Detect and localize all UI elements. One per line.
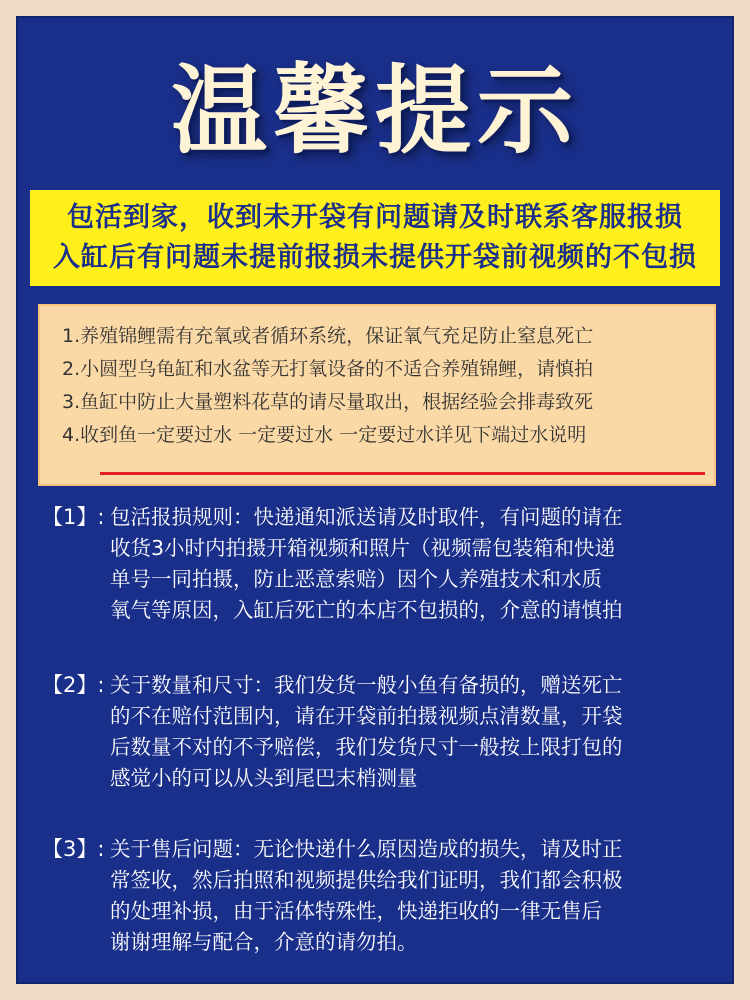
highlight-banner — [30, 190, 720, 286]
section-1-body — [110, 502, 722, 626]
banner-line-1: 包活到家，收到未开袋有问题请及时联系客服报损 — [67, 202, 683, 233]
tip-item-2: 2.小圆型乌龟缸和水盆等无打氧设备的不适合养殖锦鲤，请慎拍 — [62, 358, 594, 380]
section-2-body — [110, 670, 722, 794]
banner-line-2: 入缸后有问题未提前报损未提供开袋前视频的不包损 — [53, 242, 697, 273]
section-3-line: 关于售后问题：无论快递什么原因造成的损失，请及时正 — [110, 837, 623, 861]
section-1-line: 氧气等原因，入缸后死亡的本店不包损的，介意的请慎拍 — [110, 598, 623, 622]
page-title: 温馨提示 — [171, 55, 579, 167]
section-2 — [42, 670, 722, 794]
section-1-line: 收货3小时内拍摄开箱视频和照片（视频需包装箱和快递 — [110, 536, 616, 560]
section-2-line: 关于数量和尺寸：我们发货一般小鱼有备损的，赠送死亡 — [110, 673, 623, 697]
section-1-line: 包活报损规则：快递通知派送请及时取件，有问题的请在 — [110, 505, 623, 529]
section-3-tag: 【3】: — [42, 837, 105, 861]
section-1-tag: 【1】: — [42, 505, 105, 529]
section-3-line: 的处理补损，由于活体特殊性，快递拒收的一律无售后 — [110, 899, 602, 923]
section-2-tag: 【2】: — [42, 673, 105, 697]
section-3-line: 常签收，然后拍照和视频提供给我们证明，我们都会积极 — [110, 868, 623, 892]
tip-item-3: 3.鱼缸中防止大量塑料花草的请尽量取出，根据经验会排毒致死 — [62, 391, 594, 413]
section-2-line: 感觉小的可以从头到尾巴末梢测量 — [110, 766, 418, 790]
tip-item-4: 4.收到鱼一定要过水 一定要过水 一定要过水详见下端过水说明 — [62, 424, 587, 446]
tip-item-1: 1.养殖锦鲤需有充氧或者循环系统，保证氧气充足防止窒息死亡 — [62, 325, 594, 347]
section-1-line: 单号一同拍摄，防止恶意索赔）因个人养殖技术和水质 — [110, 567, 602, 591]
section-3 — [42, 834, 722, 958]
section-2-line: 后数量不对的不予赔偿，我们发货尺寸一般按上限打包的 — [110, 735, 623, 759]
section-2-line: 的不在赔付范围内，请在开袋前拍摄视频点清数量，开袋 — [110, 704, 623, 728]
notice-card — [16, 16, 734, 984]
section-3-line: 谢谢理解与配合，介意的请勿拍。 — [110, 930, 418, 954]
section-3-body — [110, 834, 722, 958]
tips-box — [38, 304, 716, 486]
red-underline — [100, 472, 705, 475]
section-1 — [42, 502, 722, 626]
